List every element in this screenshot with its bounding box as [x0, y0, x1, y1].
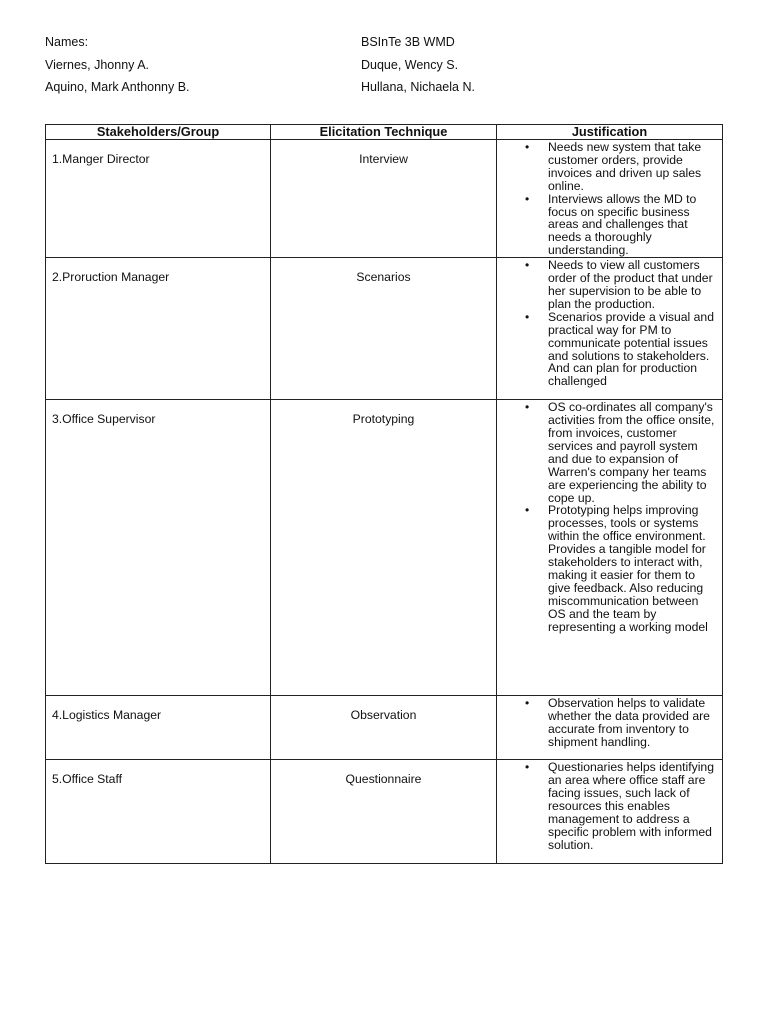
member-name: Viernes, Jhonny A. [45, 57, 150, 72]
technique-cell: Scenarios [271, 258, 497, 400]
section-label: BSInTe 3B WMD [361, 35, 455, 49]
names-row [45, 80, 725, 103]
justification-list [497, 401, 718, 633]
stakeholder-cell: 4.Logistics Manager [46, 696, 271, 760]
column-header-justification: Justification [497, 125, 723, 140]
stakeholder-cell: 3.Office Supervisor [46, 400, 271, 696]
justification-item: • OS co-ordinates all company's activities from the office onsite, from invoices, customer services and payroll system and due to expansion of Warren's company her teams are experiencing the ability to cope up. [548, 401, 718, 504]
justification-item: • Observation helps to validate whether the data provided are accurate from inventory to shipment handling. [548, 697, 718, 749]
column-header-technique: Elicitation Technique [271, 125, 497, 140]
stakeholder-cell: 1.Manger Director [46, 140, 271, 258]
technique-cell: Interview [271, 140, 497, 258]
technique-cell: Prototyping [271, 400, 497, 696]
justification-list [497, 761, 718, 851]
justification-item: • Questionaries helps identifying an area where office staff are facing issues, such lack of resources this enables management to address a specific problem with informed solution. [548, 761, 718, 851]
elicitation-table [45, 124, 723, 864]
member-name: Duque, Wency S. [361, 57, 459, 72]
justification-item: • Needs new system that take customer orders, provide invoices and driven up sales online. [548, 141, 718, 193]
justification-list [497, 141, 718, 257]
justification-cell [497, 258, 723, 400]
column-header-stakeholders: Stakeholders/Group [46, 125, 271, 140]
justification-item: • Needs to view all customers order of the product that under her supervision to be able to plan the production. [548, 259, 718, 311]
names-label: Names: [45, 35, 89, 49]
names-row [45, 35, 725, 58]
stakeholder-cell: 2.Proruction Manager [46, 258, 271, 400]
names-block [45, 35, 725, 103]
table-row [46, 258, 723, 400]
table-row [46, 140, 723, 258]
justification-cell [497, 140, 723, 258]
justification-cell [497, 696, 723, 760]
justification-item: • Scenarios provide a visual and practical way for PM to communicate potential issues and solutions to stakeholders. And can plan for production challenged [548, 311, 718, 388]
table-header-row [46, 125, 723, 140]
justification-item: • Prototyping helps improving processes, tools or systems within the office environment. Provides a tangible model for stakeholders to interact with, making it easier for them to give feedback. Also reducing miscommunication between OS and the team by representing a working model [548, 504, 718, 633]
justification-cell [497, 760, 723, 864]
technique-cell: Questionnaire [271, 760, 497, 864]
table-row [46, 760, 723, 864]
names-row [45, 58, 725, 81]
technique-cell: Observation [271, 696, 497, 760]
justification-list [497, 697, 718, 749]
justification-cell [497, 400, 723, 696]
table-row [46, 696, 723, 760]
table-row [46, 400, 723, 696]
stakeholder-cell: 5.Office Staff [46, 760, 271, 864]
member-name: Hullana, Nichaela N. [361, 80, 475, 94]
member-name: Aquino, Mark Anthonny B. [45, 80, 190, 94]
justification-item: • Interviews allows the MD to focus on specific business areas and challenges that needs a thoroughly understanding. [548, 193, 718, 258]
justification-list [497, 259, 718, 388]
